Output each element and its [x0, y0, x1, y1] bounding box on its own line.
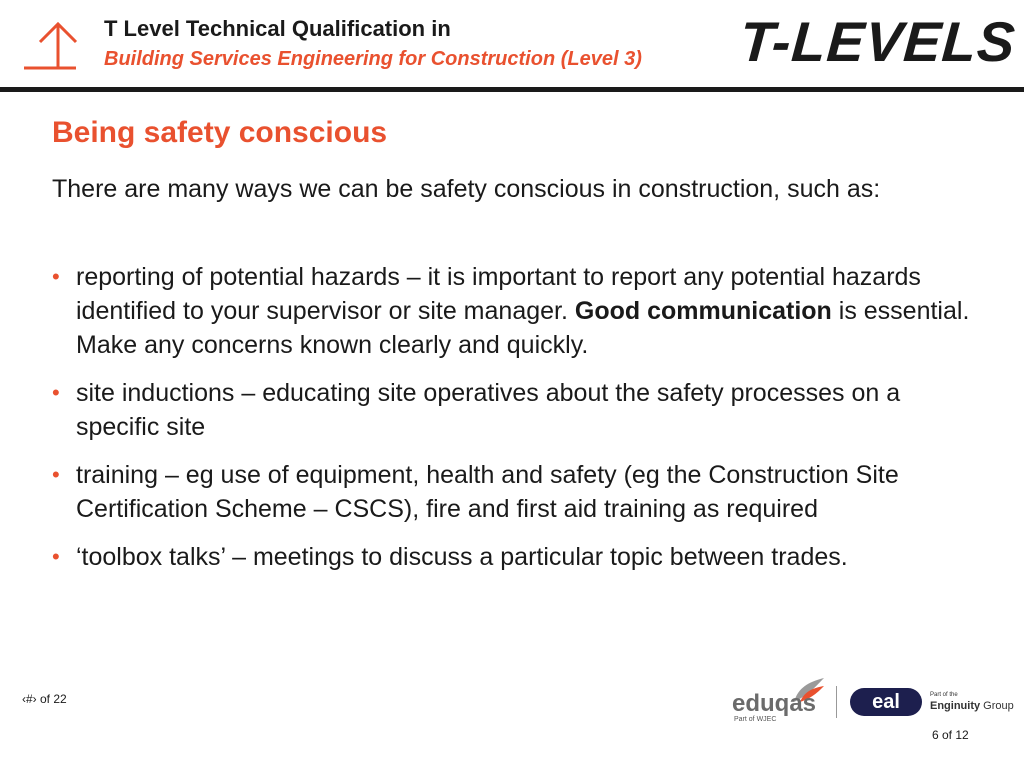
slide-title: Being safety conscious [52, 116, 388, 149]
bullet-text-after: is essential. Make any concerns known clearly and quickly. [76, 297, 970, 359]
enginuity-bold: Enginuity [930, 700, 981, 712]
page-number-right: 6 of 12 [932, 728, 969, 742]
t-levels-logo: T-LEVELS [737, 10, 1018, 73]
logo-divider [836, 686, 837, 718]
intro-text: There are many ways we can be safety conscious in construction, such as: [52, 175, 881, 203]
bullet-item-reporting [52, 260, 972, 362]
enginuity-group-label [930, 700, 1014, 712]
bullet-list [52, 260, 972, 588]
slide-header [0, 0, 1024, 88]
bullet-text: training – eg use of equipment, health and safety (eg the Construction Site Certification Scheme – CSCS), fire and first aid training as required [76, 461, 899, 523]
bullet-text: site inductions – educating site operatives about the safety processes on a specific site [76, 379, 901, 441]
header-divider [0, 87, 1024, 92]
bullet-icon: • [52, 462, 60, 487]
bullet-item-toolbox-talks [52, 540, 972, 574]
eduqas-wordmark: eduqas [732, 690, 817, 717]
up-arrow-icon [20, 16, 80, 72]
page-number-left: ‹#› of 22 [22, 692, 67, 706]
eal-part-of-label: Part of the [930, 692, 958, 698]
qualification-subtitle: Building Services Engineering for Construction (Level 3) [104, 48, 642, 70]
eduqas-subtext: Part of WJEC [734, 716, 777, 723]
bullet-icon: • [52, 380, 60, 405]
bullet-icon: • [52, 264, 60, 289]
bullet-icon: • [52, 544, 60, 569]
bullet-text-bold: Good communication [574, 297, 832, 325]
bullet-item-training [52, 458, 972, 526]
eduqas-logo [730, 676, 830, 726]
group-text: Group [980, 700, 1014, 712]
bullet-text: ‘toolbox talks’ – meetings to discuss a particular topic between trades. [76, 543, 848, 571]
bullet-text-before: reporting of potential hazards – it is important to report any potential hazards identified to your supervisor or site manager. [76, 263, 921, 325]
eal-logo: eal [850, 688, 922, 716]
qualification-title: T Level Technical Qualification in [104, 16, 451, 41]
bullet-item-inductions [52, 376, 972, 444]
